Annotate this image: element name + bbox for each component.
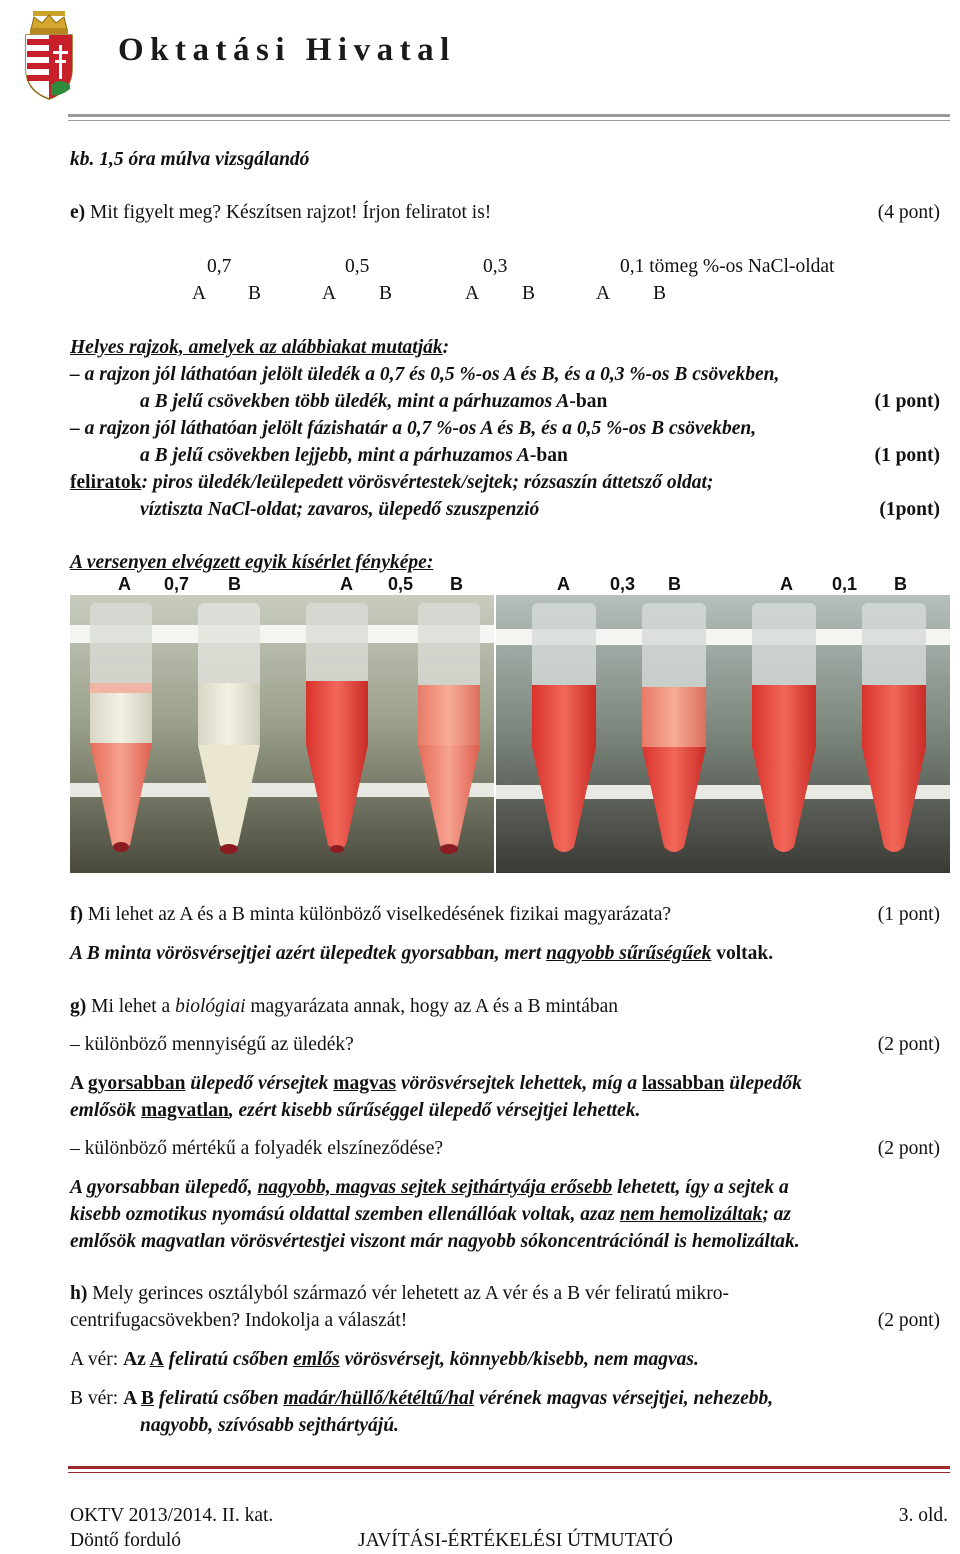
criterion-2b-ban: -ban — [529, 445, 568, 466]
question-g-1-points: (2 pont) — [877, 1034, 940, 1055]
ab-label: B — [379, 283, 393, 304]
conc-unit: tömeg %-os NaCl-oldat — [644, 256, 835, 277]
question-e — [70, 200, 491, 226]
seg: lehetett, így a sejtek a — [612, 1177, 789, 1198]
labels-points: (1pont) — [879, 499, 940, 520]
question-g-text-1: Mi lehet a — [86, 996, 176, 1017]
ab-label: B — [248, 283, 262, 304]
question-h-text-1: Mely gerinces osztályból származó vér lehetett az A vér és a B vér feliratú mikro- — [87, 1283, 729, 1304]
criterion-1a: – a rajzon jól láthatóan jelölt üledék a 0,7 és 0,5 %-os A és B, és a 0,3 %-os B csövekben, — [70, 364, 780, 385]
answer-g-2-line-3: emlősök magvatlan vörösvértestjei viszont már nagyobb sókoncentrációnál is hemolizáltak. — [70, 1231, 800, 1252]
organization-name: Oktatási Hivatal — [118, 32, 456, 68]
photo-label: 0,7 — [164, 574, 190, 594]
footer-competition: OKTV 2013/2014. II. kat. — [70, 1505, 274, 1526]
criterion-1-points: (1 pont) — [874, 391, 940, 412]
question-f-text: Mi lehet az A és a B minta különböző viselkedésének fizikai magyarázata? — [83, 904, 672, 925]
seg: vérének magvas vérsejtjei, nehezebb, — [474, 1388, 774, 1409]
question-e-text: Mit figyelt meg? Készítsen rajzot! Írjon feliratot is! — [85, 202, 492, 223]
footer-title: JAVÍTÁSI-ÉRTÉKELÉSI ÚTMUTATÓ — [358, 1530, 673, 1551]
seg: feliratú csőben — [153, 1388, 284, 1409]
answer-g-2-line-1 — [70, 1175, 789, 1201]
seg: A gyorsabban ülepedő, — [70, 1177, 258, 1198]
photo-label: A — [557, 574, 570, 594]
question-h-points: (2 pont) — [877, 1310, 940, 1331]
experiment-photo — [70, 573, 950, 873]
labels-text: : piros üledék/leülepedett vörösvértestek/sejtek; rózsaszín áttetsző oldat; — [141, 472, 714, 493]
timing-note: kb. 1,5 óra múlva vizsgálandó — [70, 149, 310, 170]
photo-label: B — [228, 574, 241, 594]
seg: vörösvérsejtek lehettek, míg a — [396, 1073, 642, 1094]
seg: vörösvérsejt, könnyebb/kisebb, nem magvas. — [339, 1349, 699, 1370]
question-g-text-2: biológiai — [175, 996, 246, 1017]
correct-drawings-heading — [70, 335, 449, 361]
seg: ülepedő vérsejtek — [185, 1073, 334, 1094]
footer-page-number: 3. old. — [898, 1505, 948, 1526]
question-f-label: f) — [70, 904, 83, 925]
criterion-1b-text: a B jelű csövekben több üledék, mint a párhuzamos — [140, 391, 557, 412]
photo-label: A — [118, 574, 131, 594]
answer-g-2-line-2 — [70, 1202, 791, 1228]
criterion-2a: – a rajzon jól láthatóan jelölt fázishatár a 0,7 %-os A és B, és a 0,5 %-os B csövekben, — [70, 418, 757, 439]
seg: kisebb ozmotikus nyomású oldattal szemben ellenállóak voltak, azaz — [70, 1204, 620, 1225]
photo-label: B — [894, 574, 907, 594]
answer-f-1: A B minta vörösvérsejtjei azért ülepedtek gyorsabban, mert — [70, 943, 547, 964]
answer-f-2: nagyobb sűrűségűek — [546, 943, 712, 964]
photo-label: 0,3 — [610, 574, 636, 594]
ab-label: A — [465, 283, 480, 304]
conc-0-3: 0,3 — [483, 256, 508, 277]
photo-label: A — [780, 574, 793, 594]
criterion-1b-ban: -ban — [569, 391, 608, 412]
criterion-2b-a: A — [516, 445, 530, 466]
criterion-2b-text: a B jelű csövekben lejjebb, mint a párhuzamos — [140, 445, 517, 466]
ab-label: A — [596, 283, 611, 304]
criterion-2b — [140, 443, 568, 469]
ab-label: A — [192, 283, 207, 304]
seg: lassabban — [641, 1073, 725, 1094]
conc-0-5: 0,5 — [345, 256, 370, 277]
seg: Az — [123, 1349, 150, 1370]
header-divider — [68, 114, 950, 117]
labels-line — [70, 470, 713, 496]
question-e-points: (4 pont) — [877, 202, 940, 223]
photo-label: A — [340, 574, 353, 594]
answer-g-1-line-2 — [70, 1098, 640, 1124]
question-f — [70, 902, 671, 928]
seg: nem hemolizáltak — [619, 1204, 763, 1225]
photo-label: 0,1 — [832, 574, 858, 594]
answer-f — [70, 941, 773, 967]
question-g — [70, 994, 618, 1020]
photo-caption: A versenyen elvégzett egyik kísérlet fényképe: — [70, 552, 434, 573]
seg: feliratú csőben — [163, 1349, 294, 1370]
seg: B vér: — [70, 1388, 124, 1409]
photo-label: B — [450, 574, 463, 594]
photo-label: B — [668, 574, 681, 594]
seg: gyorsabban — [87, 1073, 186, 1094]
question-g-label: g) — [70, 996, 87, 1017]
conc-0-1 — [620, 254, 834, 280]
seg: ülepedők — [724, 1073, 802, 1094]
seg: A — [149, 1349, 164, 1370]
seg: ; az — [762, 1204, 792, 1225]
criterion-1b — [140, 389, 607, 415]
seg: A — [70, 1073, 88, 1094]
conc-0-7: 0,7 — [207, 256, 232, 277]
question-e-label: e) — [70, 202, 86, 223]
answer-f-3: voltak. — [711, 943, 774, 964]
coat-of-arms-icon — [22, 9, 76, 101]
seg: madár/hüllő/kétéltű/hal — [283, 1388, 475, 1409]
question-h-label: h) — [70, 1283, 88, 1304]
question-g-2: – különböző mértékű a folyadék elszíneződése? — [70, 1138, 444, 1159]
footer-divider — [68, 1466, 950, 1469]
answer-h-b — [70, 1386, 773, 1412]
criterion-1b-a: A — [556, 391, 570, 412]
question-g-2-points: (2 pont) — [877, 1138, 940, 1159]
question-h-line-2: centrifugacsövekben? Indokolja a válaszát! — [70, 1310, 408, 1331]
question-h — [70, 1281, 729, 1307]
answer-h-b-line-2: nagyobb, szívósabb sejthártyájú. — [140, 1415, 399, 1436]
colon: : — [442, 337, 450, 358]
correct-drawings-label: Helyes rajzok, amelyek az alábbiakat mutatják — [70, 337, 443, 358]
question-f-points: (1 pont) — [877, 904, 940, 925]
seg: B — [140, 1388, 154, 1409]
seg: nagyobb, magvas sejtek sejthártyája erősebb — [257, 1177, 613, 1198]
ab-label: A — [322, 283, 337, 304]
answer-g-1-line-1 — [70, 1071, 802, 1097]
seg: A vér: — [70, 1349, 124, 1370]
answer-h-a — [70, 1347, 699, 1373]
photo-label: 0,5 — [388, 574, 414, 594]
question-g-text-3: magyarázata annak, hogy az A és a B mintában — [245, 996, 619, 1017]
seg: A — [123, 1388, 141, 1409]
header-divider-thin — [68, 120, 950, 121]
labels-heading: feliratok — [70, 472, 142, 493]
seg: emlős — [293, 1349, 340, 1370]
labels-line-2: víztiszta NaCl-oldat; zavaros, ülepedő szuszpenzió — [140, 499, 540, 520]
conc-0-1-value: 0,1 — [620, 256, 645, 277]
footer-divider-thin — [68, 1472, 950, 1473]
seg: magvas — [333, 1073, 397, 1094]
seg: , ezért kisebb sűrűséggel ülepedő vérsejtjei lehettek. — [228, 1100, 641, 1121]
question-g-1: – különböző mennyiségű az üledék? — [70, 1034, 354, 1055]
criterion-2-points: (1 pont) — [874, 445, 940, 466]
seg: emlősök — [70, 1100, 141, 1121]
ab-label: B — [522, 283, 536, 304]
ab-label: B — [653, 283, 667, 304]
seg: magvatlan — [140, 1100, 229, 1121]
footer-round: Döntő forduló — [70, 1530, 182, 1551]
